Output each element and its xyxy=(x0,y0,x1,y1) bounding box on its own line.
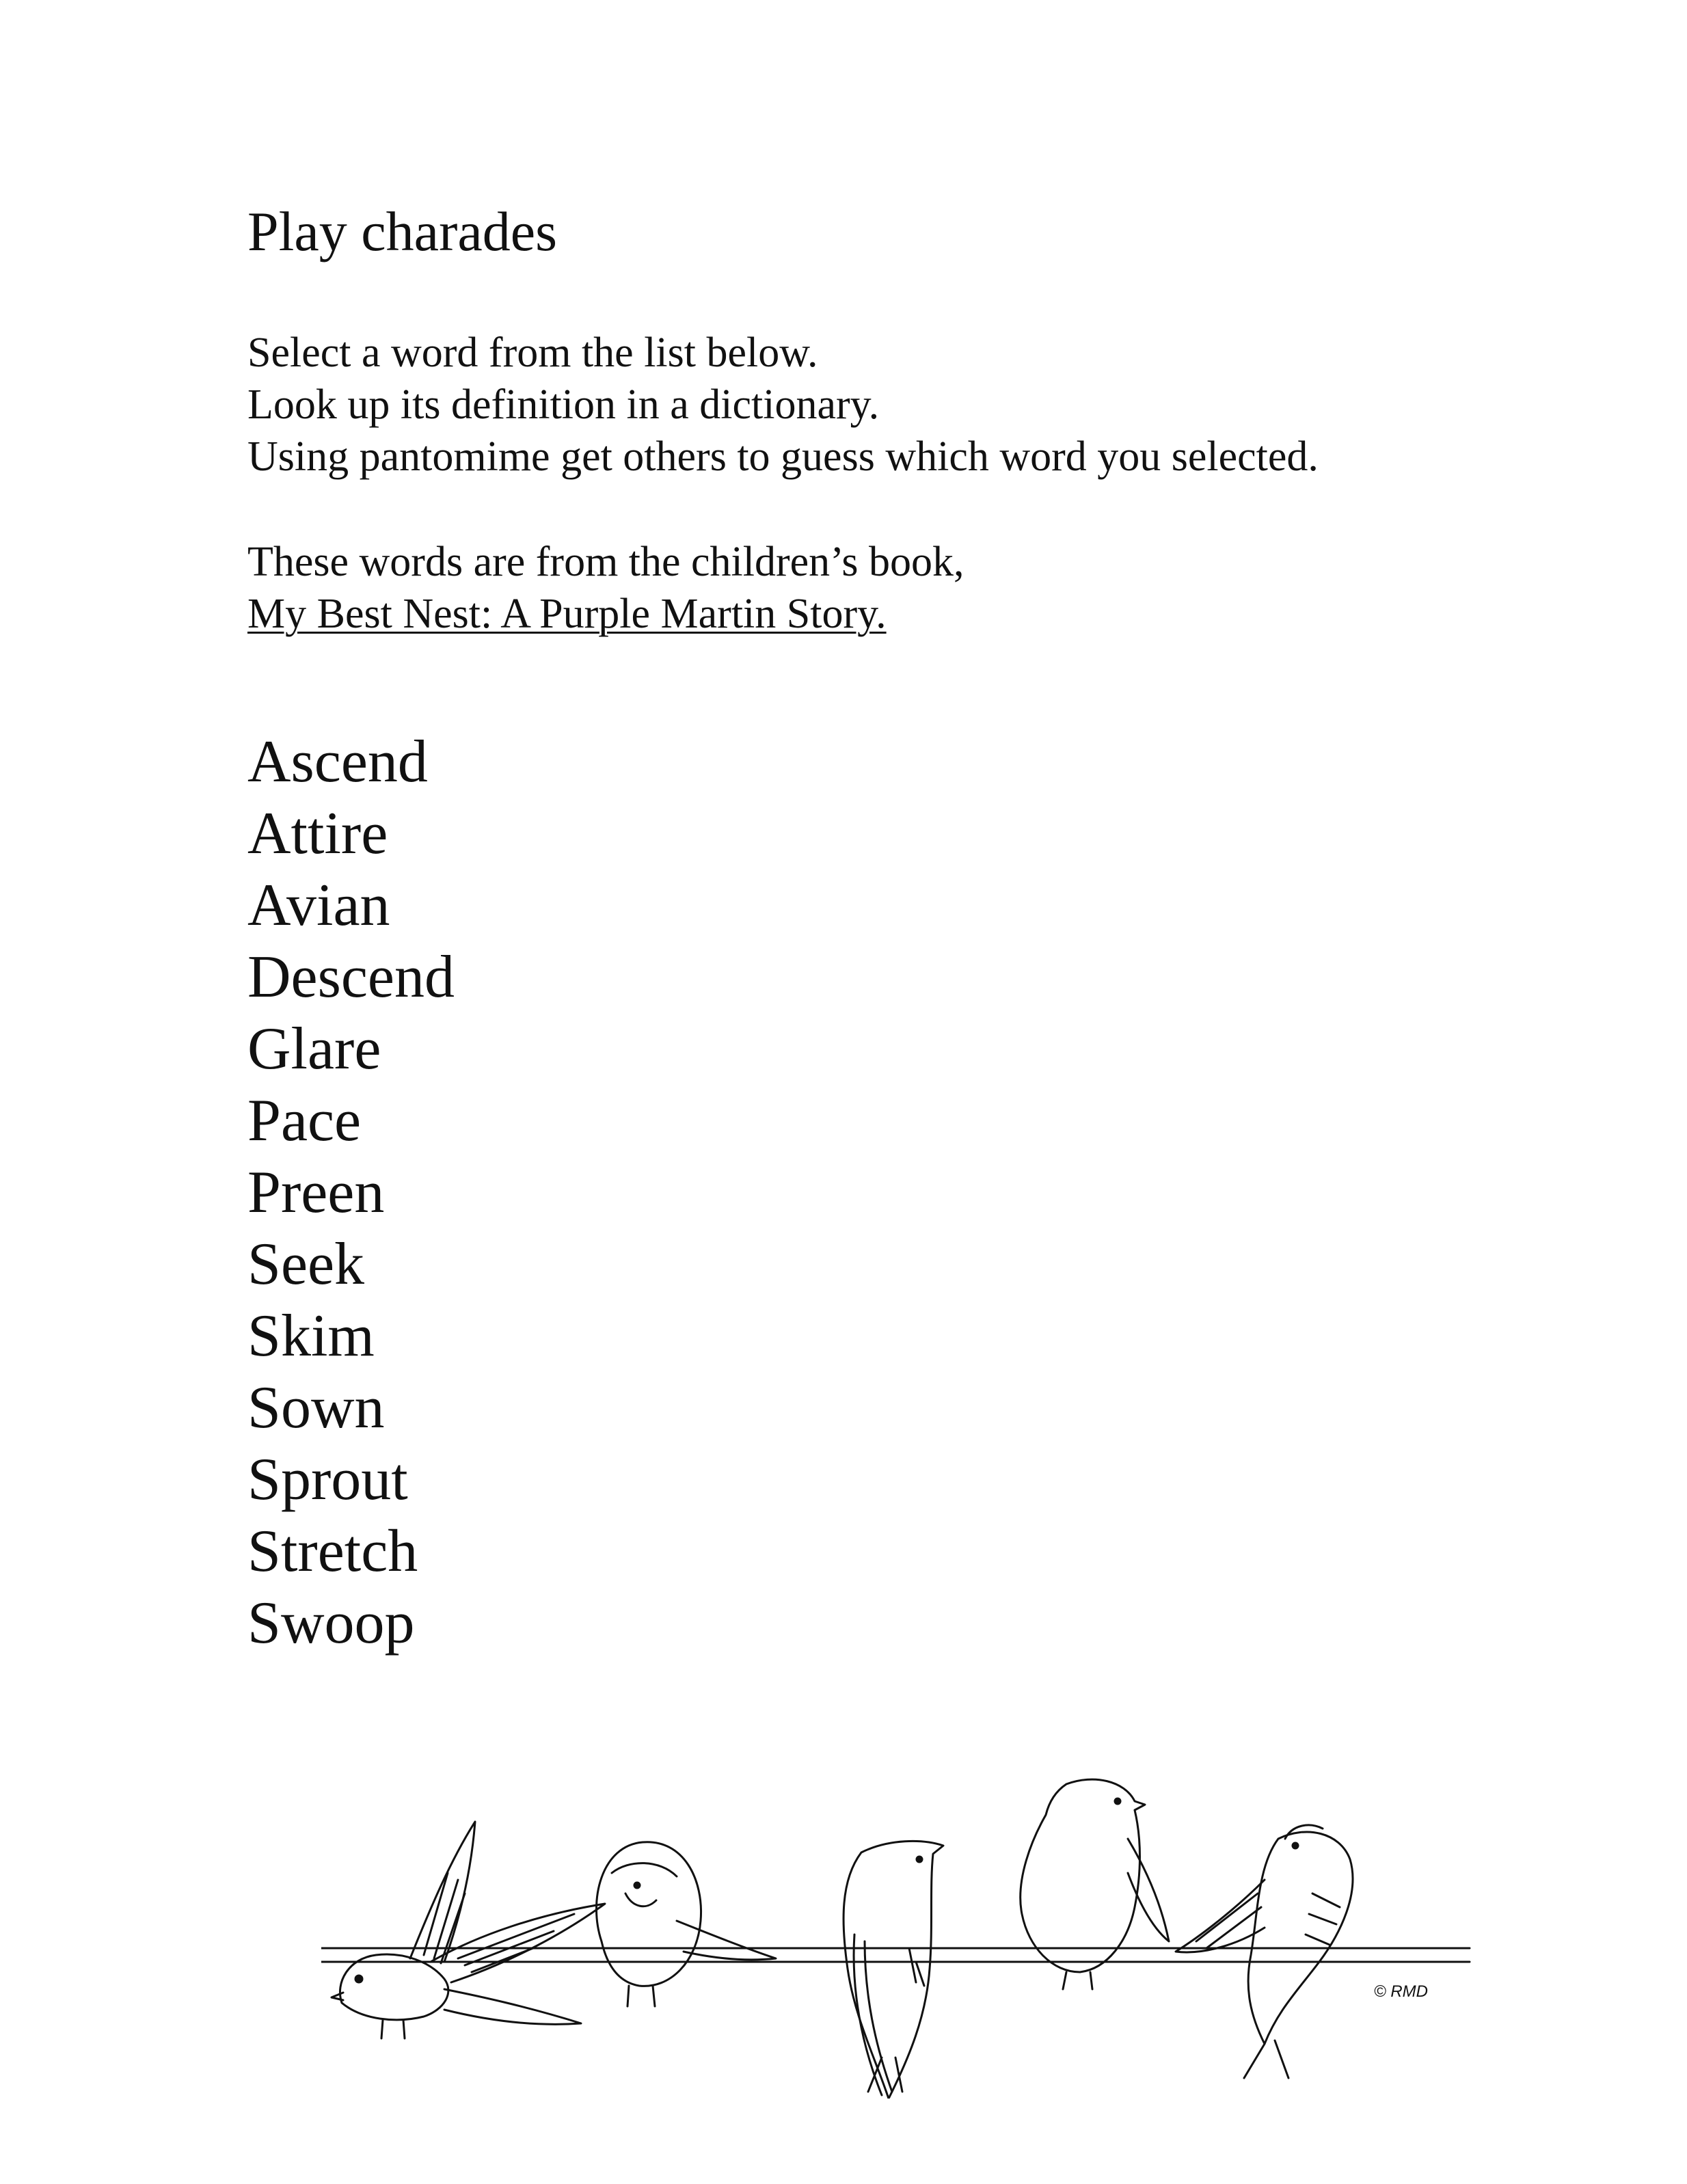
book-source xyxy=(247,536,964,640)
list-item: Pace xyxy=(247,1088,362,1154)
artist-signature: © RMD xyxy=(1374,1982,1429,2001)
list-item: Attire xyxy=(247,800,388,867)
list-item: Sprout xyxy=(247,1446,408,1513)
bird-icon xyxy=(597,1842,777,2006)
bird-icon xyxy=(332,1822,605,2038)
bird-icon xyxy=(1021,1779,1169,1989)
list-item: Skim xyxy=(247,1303,375,1369)
list-item: Descend xyxy=(247,944,455,1010)
list-item: Glare xyxy=(247,1016,381,1082)
list-item: Ascend xyxy=(247,729,428,795)
instruction-line: Using pantomime get others to guess which word you selected. xyxy=(247,433,1319,480)
instructions xyxy=(247,327,1319,483)
bird-icon xyxy=(844,1841,943,2099)
list-item: Avian xyxy=(247,872,390,939)
list-item: Stretch xyxy=(247,1518,418,1585)
page-title: Play charades xyxy=(247,200,558,262)
list-item: Preen xyxy=(247,1159,385,1226)
list-item: Seek xyxy=(247,1231,365,1297)
instruction-line: Look up its definition in a dictionary. xyxy=(247,381,880,428)
word-list xyxy=(247,726,455,1659)
birds-on-wire-illustration xyxy=(321,1757,1483,2099)
book-title: My Best Nest: A Purple Martin Story. xyxy=(247,591,887,637)
instruction-line: Select a word from the list below. xyxy=(247,329,818,376)
bird-icon xyxy=(1176,1825,1353,2078)
source-intro: These words are from the children’s book, xyxy=(247,539,964,585)
list-item: Sown xyxy=(247,1375,385,1441)
list-item: Swoop xyxy=(247,1590,415,1656)
